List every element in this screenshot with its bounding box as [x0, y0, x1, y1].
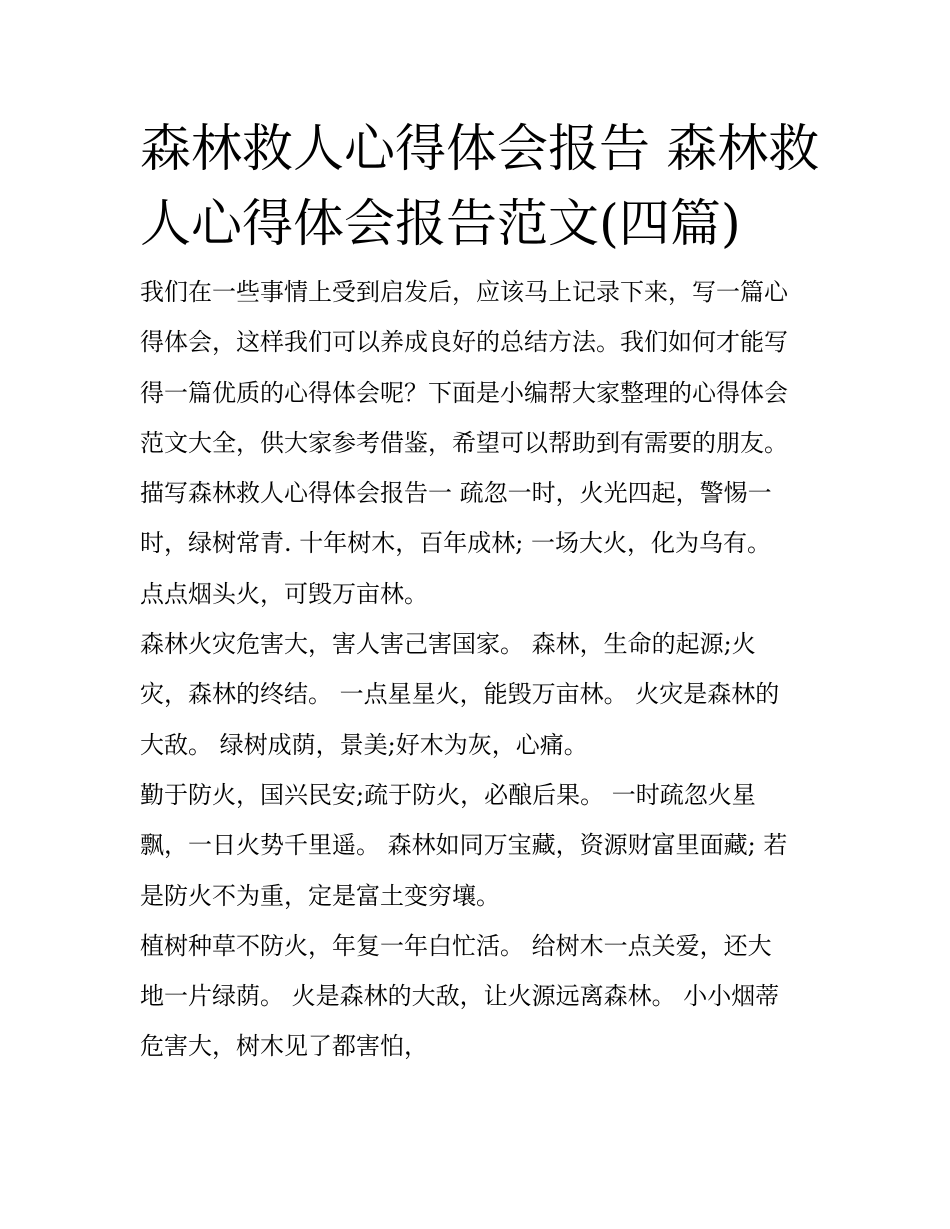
body-line-2: 得体会，这样我们可以养成良好的总结方法。我们如何才能写: [140, 328, 788, 357]
body-line-12: 飘，一日火势千里遥。 森林如同万宝藏，资源财富里面藏; 若: [140, 831, 788, 860]
body-line-11: 勤于防火，国兴民安;疏于防火，必酿后果。 一时疏忽火星: [140, 780, 756, 809]
body-line-1: 我们在一些事情上受到启发后，应该马上记录下来，写一篇心: [140, 278, 788, 306]
body-line-16: 危害大，树木见了都害怕，: [140, 1032, 428, 1061]
body-line-5: 描写森林救人心得体会报告一 疏忽一时，火光四起，警惕一: [140, 479, 772, 508]
body-line-8: 森林火灾危害大，害人害己害国家。 森林，生命的起源;火: [140, 630, 756, 659]
body-line-15: 地一片绿荫。 火是森林的大敌，让火源远离森林。 小小烟蒂: [140, 982, 780, 1011]
body-line-7: 点点烟头火，可毁万亩林。: [140, 579, 428, 608]
body-line-13: 是防火不为重，定是富土变穷壤。: [140, 881, 500, 910]
document-body: [140, 267, 820, 1072]
document-title: 森林救人心得体会报告 森林救人心得体会报告范文(四篇): [140, 120, 820, 254]
body-line-9: 灾，森林的终结。 一点星星火，能毁万亩林。 火灾是森林的: [140, 680, 780, 709]
body-line-14: 植树种草不防火，年复一年白忙活。 给树木一点关爱，还大: [140, 931, 772, 960]
body-line-6: 时，绿树常青. 十年树木，百年成林; 一场大火，化为乌有。: [140, 529, 771, 558]
body-line-10: 大敌。 绿树成荫，景美;好木为灰，心痛。: [140, 730, 588, 759]
body-line-3: 得一篇优质的心得体会呢？下面是小编帮大家整理的心得体会: [140, 378, 788, 407]
body-line-4: 范文大全，供大家参考借鉴，希望可以帮助到有需要的朋友。: [140, 428, 788, 457]
document-content: [140, 112, 820, 1072]
